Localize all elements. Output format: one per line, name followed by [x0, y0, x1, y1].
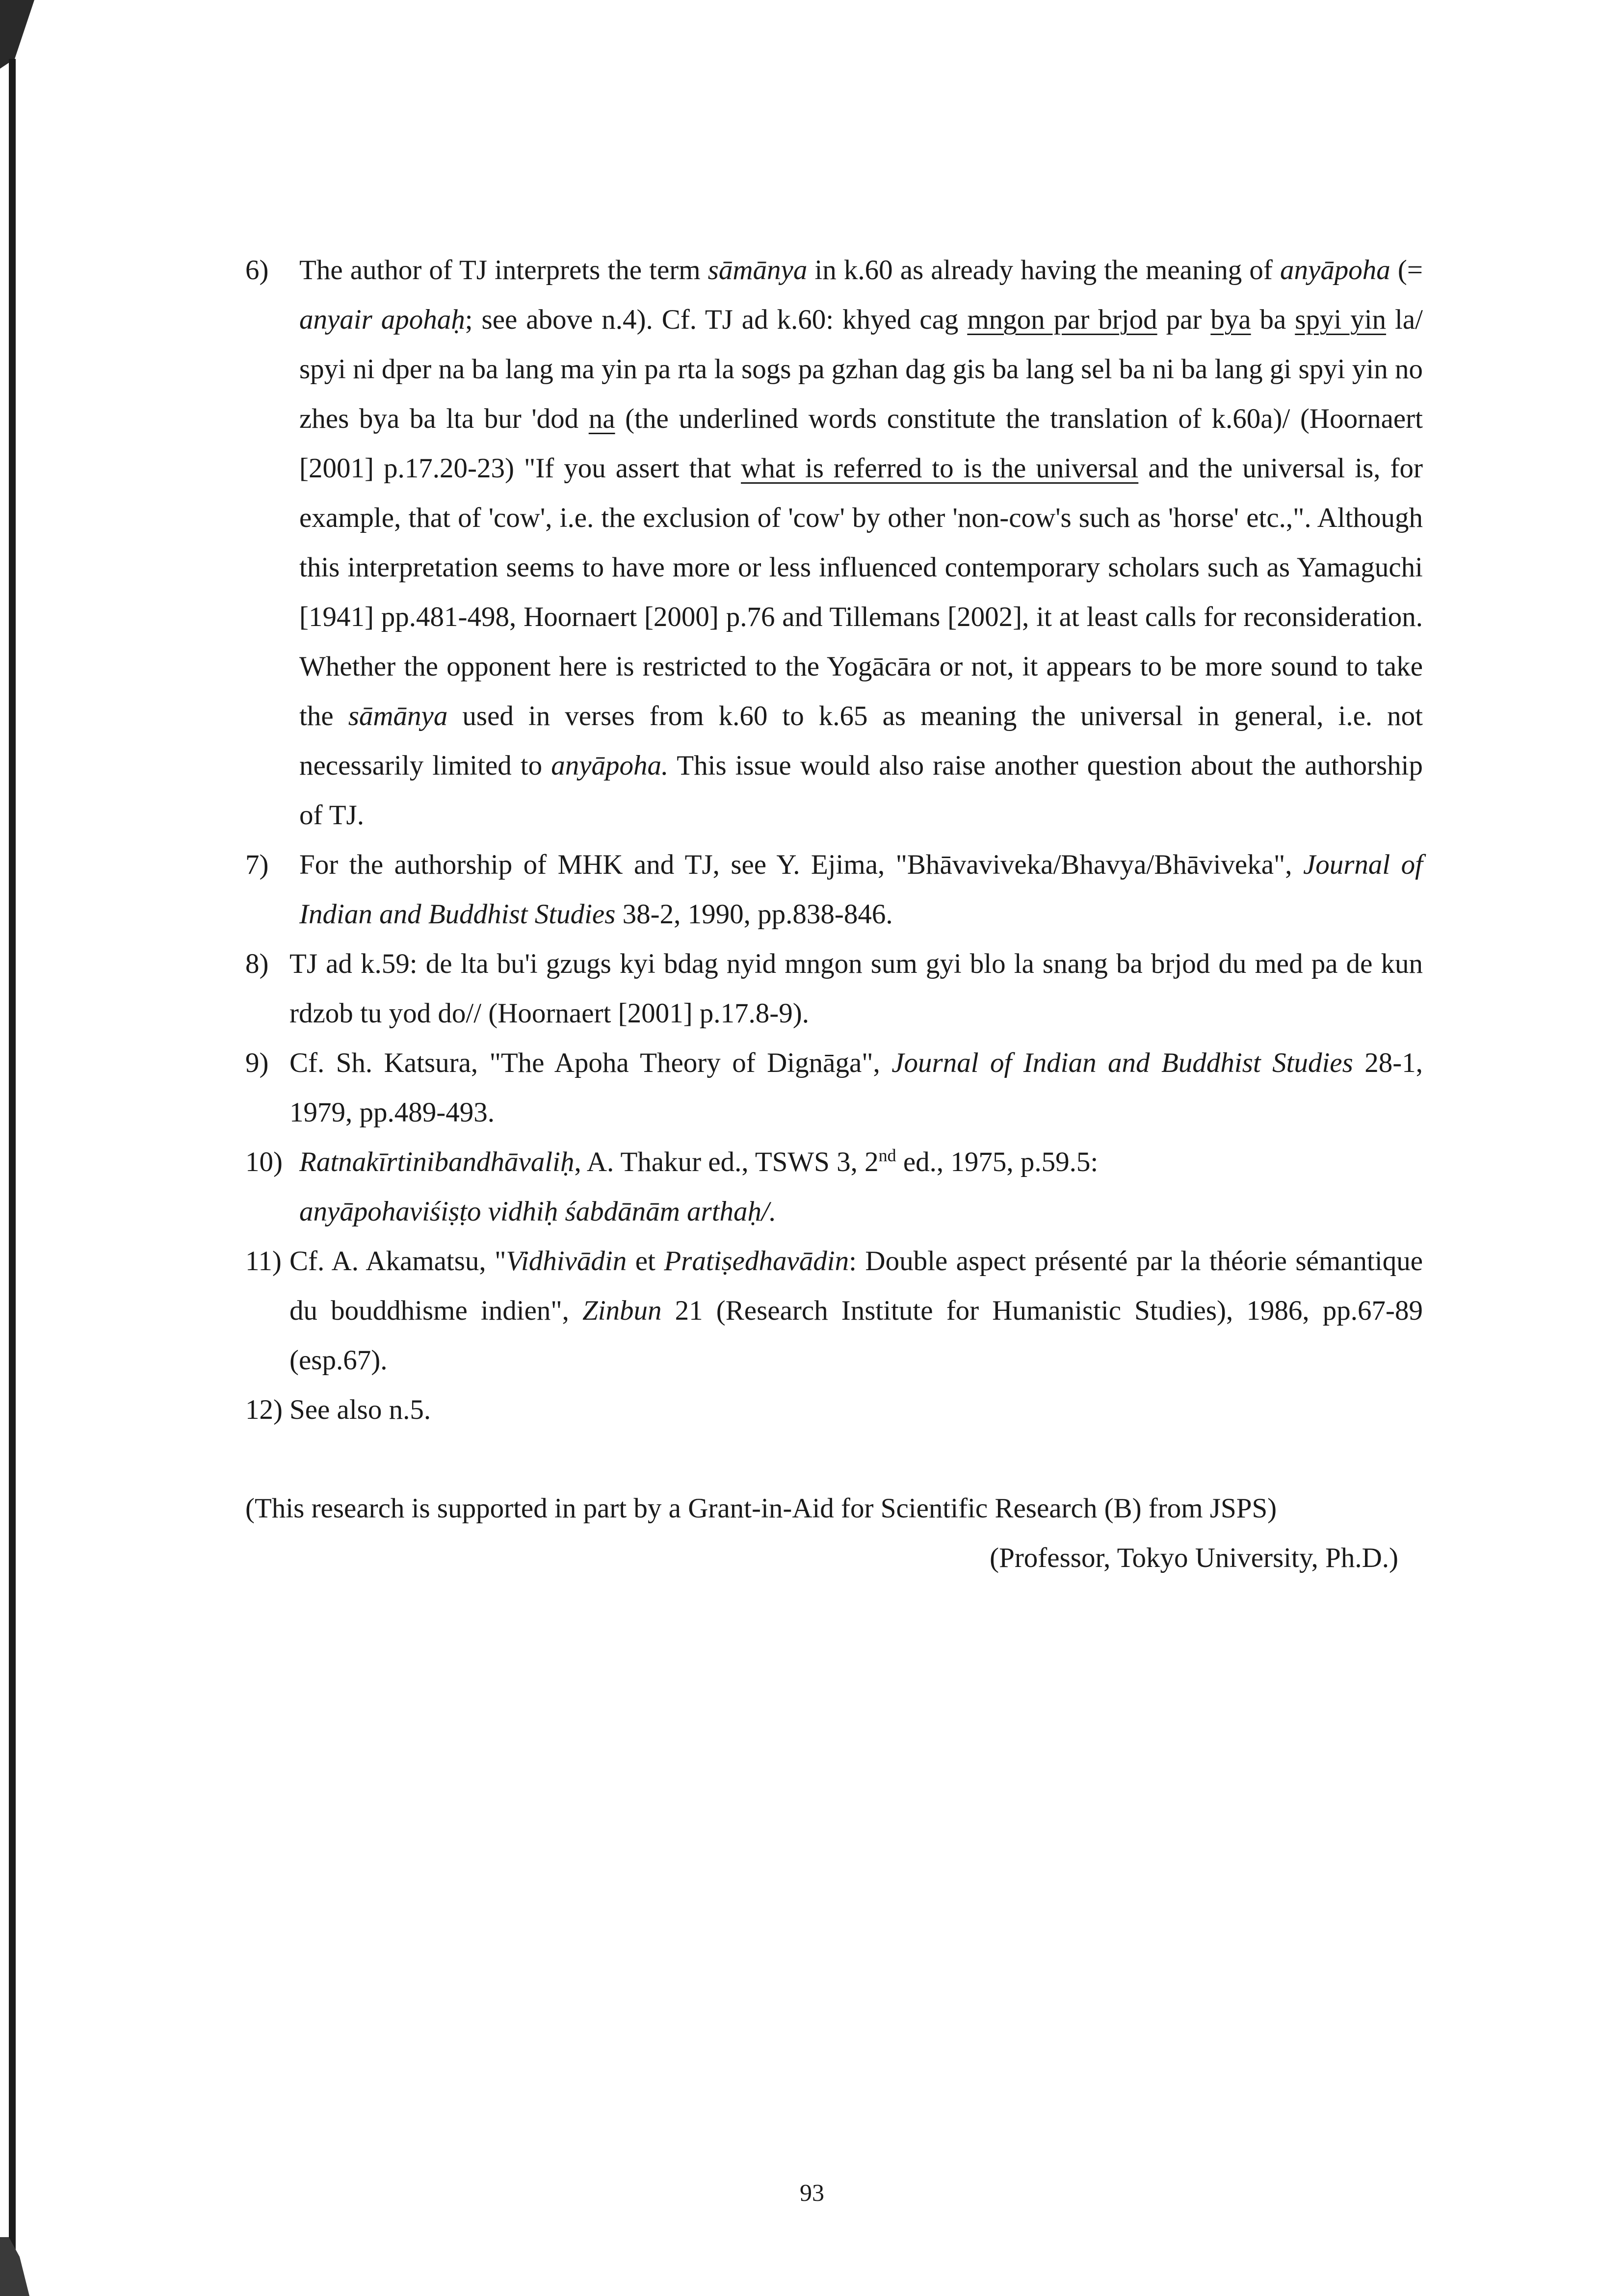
underlined-phrase: spyi yin — [1295, 304, 1387, 335]
acknowledgement: (This research is supported in part by a Grant-in-Aid for Scientific Research (B) from JSPS) — [245, 1493, 1277, 1524]
footnote-11: 11) Cf. A. Akamatsu, "Vidhivādin et Pratiṣedhavādin: Double aspect présenté par la théorie sémantique du bouddhisme indien", Zinbun 21 (Research Institute for Humanistic Studies), 1986, pp.67-89 (esp.67). — [245, 1236, 1423, 1385]
term-vidhivadin: Vidhivādin — [506, 1246, 627, 1277]
footnote-10: 10) Ratnakīrtinibandhāvaliḥ, A. Thakur ed., TSWS 3, 2nd ed., 1975, p.59.5: anyāpohaviśiṣṭo vidhiḥ śabdānām arthaḥ/. — [245, 1137, 1423, 1236]
footnote-6: 6) The author of TJ interprets the term sāmānya in k.60 as already having the meaning of anyāpoha (= anyair apohaḥ; see above n.4). Cf. TJ ad k.60: khyed cag mngon par brjod par bya ba spyi yin la/ spyi ni dper na ba lang ma yin pa rta la sogs pa gzhan dag gis ba lang sel ba ni ba lang gi spyi yin no zhes bya ba lta bur 'dod na (the underlined words constitute the translation of k.60a)/ (Hoornaert [2001] p.17.20-23) "If you assert that what is referred to is the universal and the universal is, for example, that of 'cow', i.e. the exclusion of 'cow' by other 'non-cow's such as 'horse' etc.,". Although this interpretation seems to have more or less influenced contemporary scholars such as Yamaguchi [1941] pp.481-498, Hoornaert [2000] p.76 and Tillemans [2002], it at least calls for reconsideration. Whether the opponent here is restricted to the Yogācāra or not, it appears to be more sound to take the sāmānya used in verses from k.60 to k.65 as meaning the universal in general, i.e. not necessarily limited to anyāpoha. This issue would also raise another question about the authorship of TJ. — [245, 245, 1423, 840]
footnote-7: 7) For the authorship of MHK and TJ, see Y. Ejima, "Bhāvaviveka/Bhavya/Bhāviveka", Journal of Indian and Buddhist Studies 38-2, 1990, pp.838-846. — [245, 840, 1423, 939]
term-samanya: sāmānya — [348, 701, 448, 731]
journal-title: Zinbun — [582, 1295, 662, 1326]
journal-title: Journal of Indian and Buddhist Studies — [299, 849, 1423, 930]
book-title: Ratnakīrtinibandhāvaliḥ — [299, 1147, 575, 1177]
footnote-number: 11) — [245, 1246, 282, 1277]
footnote-number: 12) — [245, 1394, 283, 1425]
footnote-number: 9) — [245, 1047, 269, 1078]
author-affiliation: (Professor, Tokyo University, Ph.D.) — [990, 1542, 1398, 1573]
underlined-phrase: what is referred to is the universal — [741, 453, 1139, 484]
binding-edge — [0, 0, 34, 2296]
footnote-8: 8) TJ ad k.59: de lta bu'i gzugs kyi bdag nyid mngon sum gyi blo la snang ba brjod du med pa de kun rdzob tu yod do// (Hoornaert [2001] p.17.8-9). — [245, 939, 1423, 1038]
term-samanya: sāmānya — [707, 255, 808, 286]
footnote-number: 7) — [245, 849, 269, 880]
term-anyapoha: anyāpoha — [1280, 255, 1390, 286]
term-anyair-apohah: anyair apohaḥ — [299, 304, 465, 335]
term-pratisedhavadin: Pratiṣedhavādin — [664, 1246, 849, 1277]
superscript: nd — [878, 1146, 896, 1165]
underlined-phrase: bya — [1210, 304, 1251, 335]
page-text — [245, 245, 1423, 1583]
underlined-phrase: na — [588, 403, 615, 434]
footnote-12: 12) See also n.5. — [245, 1385, 1423, 1435]
underlined-phrase: mngon par brjod — [967, 304, 1157, 335]
term-anyapoha: anyāpoha. — [551, 750, 669, 781]
footnote-9: 9) Cf. Sh. Katsura, "The Apoha Theory of Dignāga", Journal of Indian and Buddhist Studies 28-1, 1979, pp.489-493. — [245, 1038, 1423, 1137]
journal-title: Journal of Indian and Buddhist Studies — [891, 1047, 1353, 1078]
footnote-number: 8) — [245, 948, 269, 979]
footnote-number: 6) — [245, 255, 269, 286]
page-number: 93 — [800, 2179, 824, 2206]
sanskrit-quote: anyāpohaviśiṣṭo vidhiḥ śabdānām arthaḥ/. — [299, 1196, 777, 1227]
footnote-number: 10) — [245, 1147, 283, 1177]
